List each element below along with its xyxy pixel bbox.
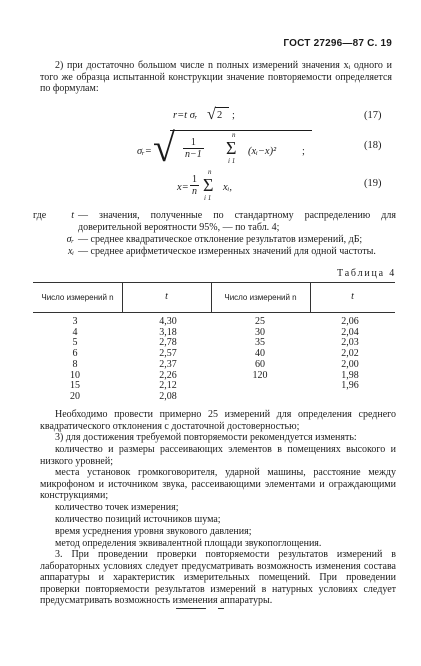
table-cell: 1,96 — [341, 380, 359, 392]
table-cell: 25 — [255, 316, 265, 327]
table-cell: 2,04 — [341, 326, 359, 338]
end-rule-dot — [218, 608, 224, 609]
table-title: Таблица 4 — [337, 268, 396, 279]
table-cell: 40 — [255, 348, 265, 360]
paragraph-2: 3) для достижения требуемой повторяемости рекомендуется изменять: — [55, 432, 357, 443]
table-cell: 35 — [255, 337, 265, 349]
paragraph-1: Необходимо провести примерно 25 измерений для определения среднего квадратического отклонения с достаточной достоверностью; — [40, 409, 396, 432]
table-cell: 4,30 — [159, 316, 177, 327]
table-cell: 15 — [70, 380, 80, 392]
header-count-2: Число измерений n — [224, 293, 297, 302]
table-column-t-1 — [148, 317, 188, 403]
table-cell: 2,78 — [159, 337, 177, 349]
paragraph-8: метод определения эквивалентной площади звукопоглощения. — [55, 538, 322, 549]
table-column-count-1 — [60, 317, 90, 403]
header-t-1: t — [165, 291, 168, 302]
paragraph-6: количество позиций источников шума; — [55, 514, 221, 525]
table-cell: 2,02 — [341, 348, 359, 360]
table-cell: 2,03 — [341, 337, 359, 349]
equation-number-19: (19) — [364, 178, 382, 189]
equation-number-17: (17) — [364, 110, 382, 121]
table-column-t-2 — [330, 317, 370, 392]
table-cell: 10 — [70, 369, 80, 381]
equation-number-18: (18) — [364, 140, 382, 151]
document-page: ГОСТ 27296—87 С. 19 2) при достаточно большом числе n полных измерений значения xᵢ одного и того же образца испытанной конструкции значение повторяемости определяется по формулам: r=t σᵣ √ 2 ; (17) σᵣ= √ $\frac{1}{n-1}$ n Σ i 1 (xᵢ−x)² ; (18) x= $\frac{1}{n}$ n Σ i 1 xᵢ, (19) где t — значения, полученные по стандартному распределению для доверительной вероятности 95%, — по табл. 4; σᵣ — среднее квадратическое отклонение результатов измерений, дБ; xᵢ — среднее арифметическое измеренных значений для одной частоты. Таблица 4 Число измерений n t Число измерений n t 3 4 5 6 8 10 15 20 4,30 3,18 2,78 2,57 2,37 2,26 2,12 2,08 25 30 35 40 60 120 2,06 2,04 2,03 2,02 2,00 1,98 1,96 Необходимо провести примерно 25 измерений для определения среднего квадратического отклонения с достаточной достоверностью; 3) для достижения требуемой повторяемости рекомендуется изменять: количество и размеры рассеивающих элементов в помещениях высокого и низкого уровней; места установок громкоговорителя, ударной машины, расстояние между микрофоном и источником звука, рассеивающими элементами и ограждающими конструкциями; количество точек измерения; количество позиций источников шума; время усреднения уровня звукового давления; метод определения эквивалентной площади звукопоглощения. 3. При проведении проверки повторяемости результатов измерений в лабораторных условиях следует предусматривать возможность изменения состава аппаратуры и характеристик измерительных помещений. При проведении проверки повторяемости результатов измерений в натурных условиях следует предусматривать возможность изменения аппаратуры. — [0, 0, 421, 666]
paragraph-3: количество и размеры рассеивающих элементов в помещениях высокого и низкого уровней; — [40, 444, 396, 467]
table-cell: 2,00 — [341, 358, 359, 370]
paragraph-5: количество точек измерения; — [55, 502, 179, 513]
table-cell: 2,57 — [159, 348, 177, 360]
header-t-2: t — [351, 291, 354, 302]
table-cell: 120 — [252, 369, 268, 381]
table-cell: 60 — [255, 358, 265, 370]
intro-paragraph: 2) при достаточно большом числе n полных измерений значения xᵢ одного и того же образца испытанной конструкции значение повторяемости определяется по формулам: — [40, 60, 392, 95]
table-cell: 5 — [72, 337, 78, 349]
table-cell: 3 — [72, 316, 78, 327]
table-cell: 1,98 — [341, 369, 359, 381]
table-cell: 6 — [72, 348, 78, 360]
table-cell: 8 — [72, 358, 78, 370]
paragraph-9: 3. При проведении проверки повторяемости результатов измерений в лабораторных условиях следует предусматривать возможность изменения состава аппаратуры и характеристик измерительных помещений. При проведении проверки повторяемости результатов измерений в натурных условиях следует предусматривать возможность изменения аппаратуры. — [40, 549, 396, 607]
legend-where: где — [33, 210, 47, 221]
table-cell: 2,08 — [159, 390, 177, 402]
table-cell: 2,06 — [341, 316, 359, 327]
end-rule — [176, 608, 206, 609]
paragraph-7: время усреднения уровня звукового давления; — [55, 526, 252, 537]
page-header: ГОСТ 27296—87 С. 19 — [283, 38, 392, 49]
table-cell: 2,12 — [159, 380, 177, 392]
paragraph-4: места установок громкоговорителя, ударной машины, расстояние между микрофоном и источником звука, рассеивающими элементами и ограждающими конструкциями; — [40, 467, 396, 502]
table-cell: 3,18 — [159, 326, 177, 338]
header-count-1: Число измерений n — [41, 293, 114, 302]
table-cell: 30 — [255, 326, 265, 338]
table-cell: 2,26 — [159, 369, 177, 381]
table-cell: 4 — [72, 326, 78, 338]
table-column-count-2 — [240, 317, 280, 381]
table-cell: 2,37 — [159, 358, 177, 370]
table-cell: 20 — [70, 390, 80, 402]
